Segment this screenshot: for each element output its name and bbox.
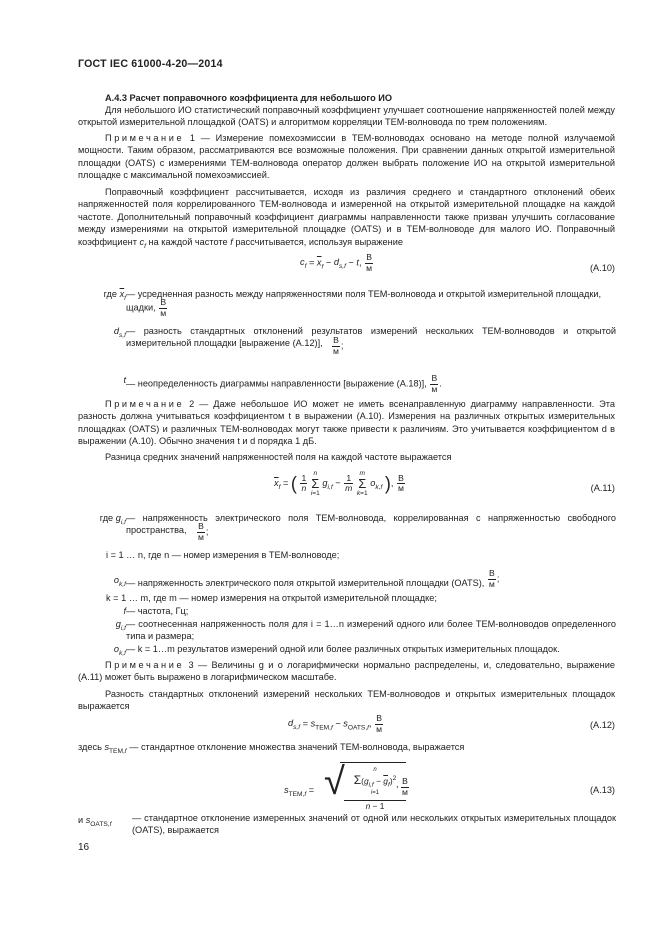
equation-a13: $s_{TEM,f}$ = √ n $\Sigma(g_{i,f} - \overline{g}_f)^2$ i=1 n − 1 , $\frac{В}{м}$ [284, 761, 408, 811]
note-1-text: 1 — Измерение помехоэмиссии в ТЕМ-волноводах основано на методе полной излучаемой мощности. Таким образом, рассматриваются все возможные положения. При сравнении данных открытой измерительной площадки (OATS) с измерениями ТЕМ-волновода оператор должен выбрать положение ИО на открытой измерительной площадке с максимальной помехоэмиссией. [78, 133, 615, 181]
def-dsf-unit: $\frac{В}{м}$ ; [333, 335, 344, 356]
paragraph-std-difference: Разность стандартных отклонений измерений нескольких ТЕМ-волноводов и открытых измерительных площадок выражается [78, 689, 615, 712]
def-term-okf: $o_{k,f}$ [113, 575, 126, 588]
def-term-xf: где $\overline{x}_f$ [103, 289, 126, 302]
note-3: Примечание 3 — Величины g и o логарифмически нормально распределены, и, следовательно, выражение (А.11) может быть выражено в логарифмическом масштабе. [78, 660, 615, 683]
def-term-gif2: $g_{i,f}$ [115, 619, 126, 632]
note-2: Примечание 2 — Даже небольшое ИО может не иметь всенаправленную диаграмму направленности. Эта разность должна учитываться коэффициентом t в выражении (А.10). Измерения на различных открытых измерительных площадках (OATS) и различных ТЕМ-волноводах могут также привести к различиям. Это учитывается коэффициентом d в выражении (А.10). Обычно значения t и d порядка 1 дБ. [78, 399, 615, 447]
def-gif-unit: $\frac{В}{м}$ ; [198, 521, 209, 542]
equation-a11: $\overline{x}_f$ = ( $\frac{1}{n}$ n Σ i=1 $g_{i,f}$ − $\frac{1}{m}$ m Σ k=1 $o_{k,f}$ ), $\frac{В}{м}$ [274, 470, 404, 497]
paragraph-tem-std: здесь $s_{TEM,f}$ — стандартное отклонение множества значений ТЕМ-волновода, выражается [78, 742, 465, 755]
equation-a10: $c_f = \overline{x}_f - d_{s,f} - t$, $\frac{В}{м}$ [300, 252, 373, 273]
equation-a12: $d_{s,f} = s_{TEM,f} - s_{OATS,f}$, $\frac{В}{м}$ [288, 713, 383, 734]
def-gif: — напряженность электрического поля ТЕМ-волновода, коррелированная с напряженностью свободного пространства, [126, 513, 616, 536]
paragraph-mean-difference: Разница средних значений напряженностей поля на каждой частоте выражается [105, 452, 452, 462]
def-xf: — усредненная разность между напряженностями поля ТЕМ-волновода и открытой измерительной площадки, [126, 289, 602, 299]
document-header: ГОСТ IEC 61000-4-20—2014 [78, 58, 223, 70]
section-heading: А.4.3 Расчет поправочного коэффициента для небольшого ИО [105, 93, 393, 103]
page-number: 16 [78, 842, 90, 853]
def-term-okf2: $o_{k,f}$ [113, 644, 126, 657]
note-1-label: Примечание [105, 133, 185, 143]
equation-number-a13: (А.13) [589, 785, 615, 795]
def-term-soats: и $s_{OATS,f}$ [78, 815, 112, 828]
def-okf2: — k = 1…m результатов измерений одной или более различных открытых измерительных площадок. [126, 644, 560, 654]
def-t: — неопределенность диаграммы направленности [выражение (А.18)], $\frac{В}{м}$ . [126, 373, 442, 394]
def-okf: — напряженность электрического поля открытой измерительной площадки (OATS), $\frac{В}{м}$ ; [126, 568, 500, 589]
note-1 [78, 132, 615, 182]
equation-number-a11: (А.11) [590, 483, 615, 493]
def-xf-unit: щадки, $\frac{В}{м}$ [126, 297, 167, 318]
def-term-f: f [123, 606, 126, 616]
equation-number-a12: (А.12) [589, 720, 615, 730]
def-soats: — стандартное отклонение измеренных значений от одной или нескольких открытых измерительных площадок (OATS), выражается [132, 813, 616, 836]
paragraph-intro: Для небольшого ИО статистический поправочный коэффициент улучшает соотношение напряженностей полей между открытой измерительной площадкой (OATS) и алгоритмом корреляции ТЕМ-волновода по трем положениям. [78, 105, 615, 128]
def-term-dsf: $d_{s,f}$ [113, 326, 126, 339]
def-term-t: t [123, 375, 126, 385]
equation-number-a10: (А.10) [589, 263, 615, 273]
def-term-gif: где $g_{i,f}$ [99, 513, 126, 526]
paragraph-correction: Поправочный коэффициент рассчитывается, исходя из различия среднего и стандартного отклонений обеих напряженностей поля коррелированного ТЕМ-волновода и измеренной на открытой измерительной площадке на каждой частоте. Дополнительный поправочный коэффициент диаграммы направленности также призван улучшить согласование между измерениями на открытой измерительной площадке (OATS) и в ТЕМ-волноводе для малого ИО. Поправочный коэффициент $c_f$ на каждой частоте f рассчитывается, используя выражение [78, 187, 615, 250]
def-i-range: i = 1 … n, где n — номер измерения в ТЕМ-волноводе; [106, 550, 340, 560]
def-f: — частота, Гц; [126, 606, 189, 616]
def-dsf: — разность стандартных отклонений результатов измерений нескольких ТЕМ-волноводов и открытой измерительной площадки [выражение (А.12)], [126, 326, 616, 349]
def-gif2: — соотнесенная напряженность поля для i = 1…n измерений одного или более ТЕМ-волноводов определенного типа и размера; [126, 619, 616, 642]
def-k-range: k = 1 … m, где m — номер измерения на открытой измерительной площадке; [106, 593, 437, 603]
